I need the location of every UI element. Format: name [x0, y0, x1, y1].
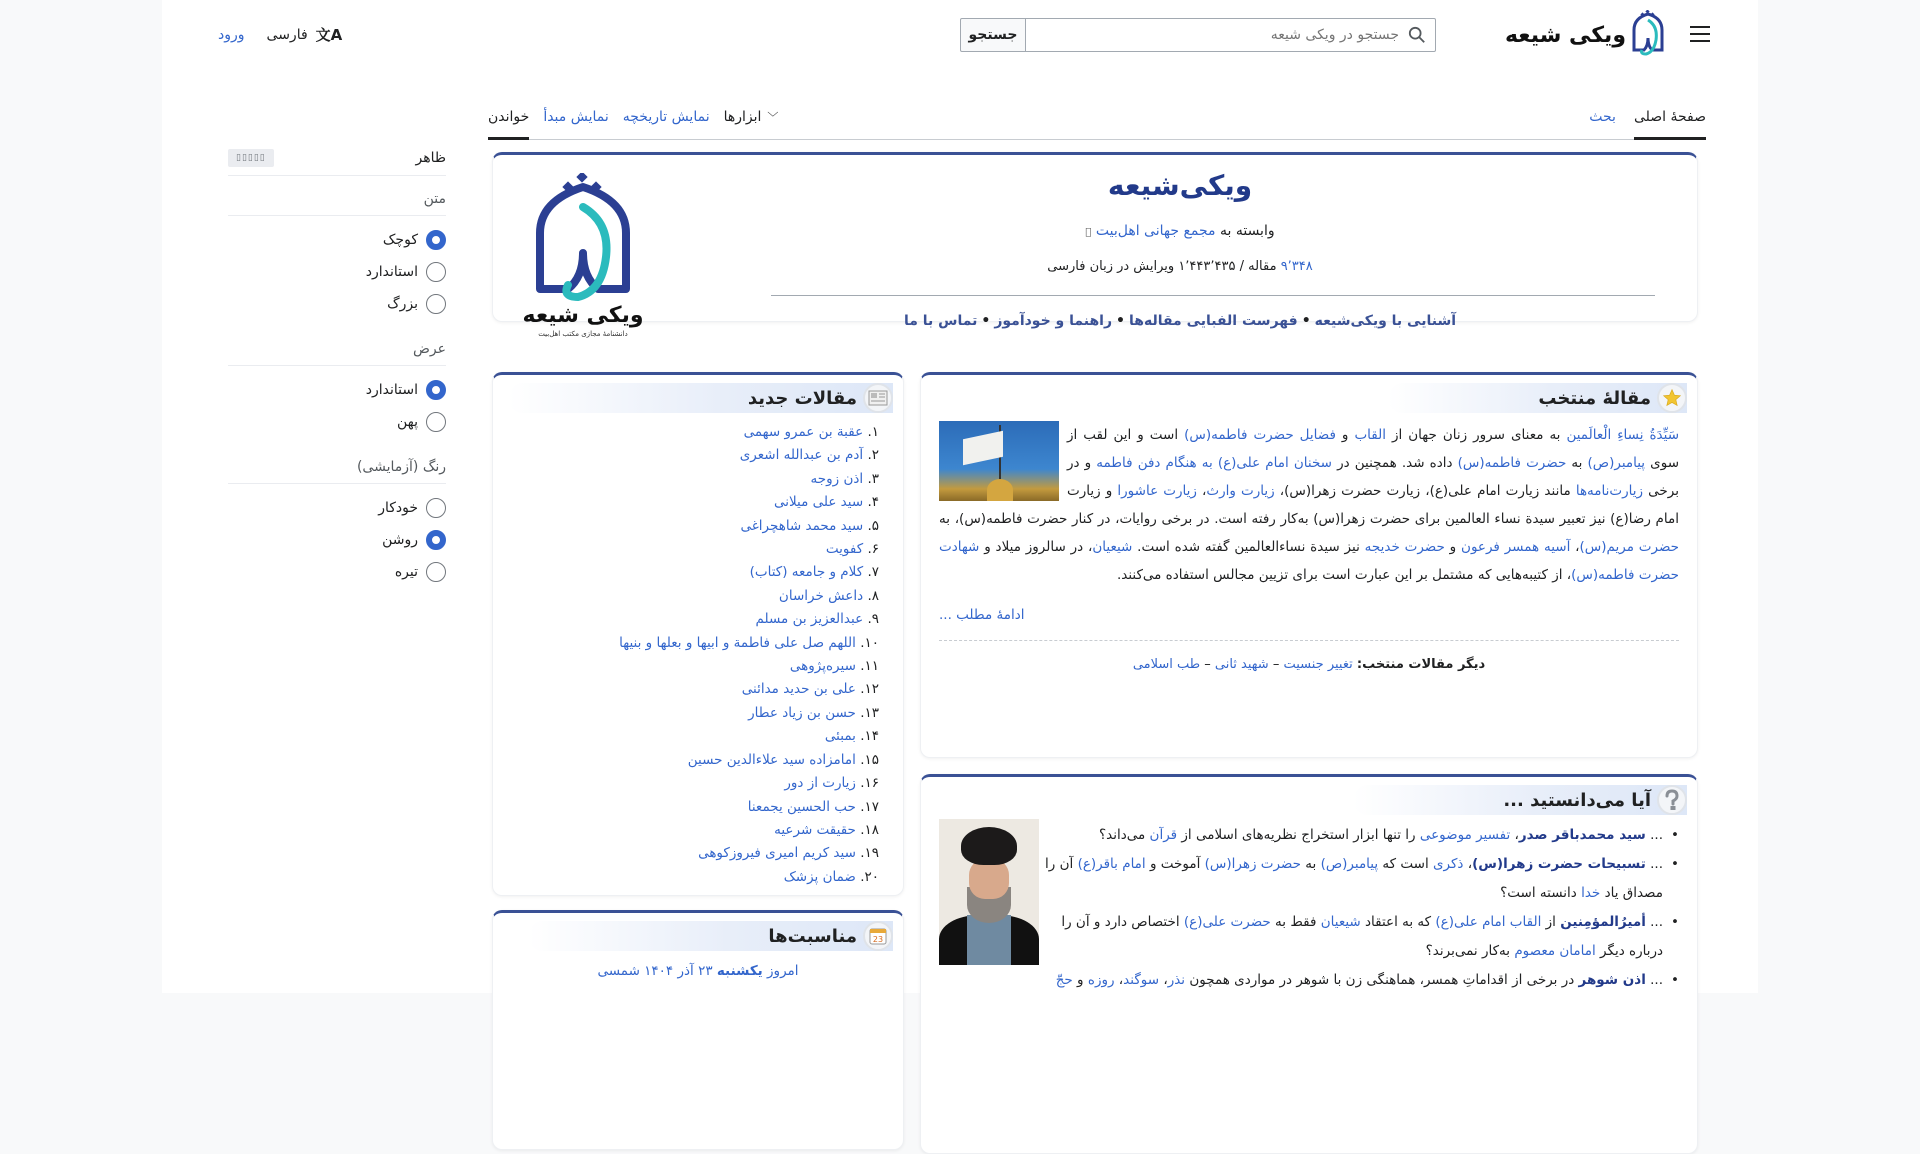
- main-menu-button[interactable]: [1690, 26, 1710, 42]
- did-you-know-header: [1353, 785, 1687, 815]
- article-link[interactable]: بمبئی: [824, 728, 856, 745]
- article-link[interactable]: امامان معصوم: [1514, 943, 1596, 959]
- item-number: ۱۹.: [860, 845, 879, 862]
- appearance-title: ظاهر: [415, 149, 446, 166]
- article-link[interactable]: عقبة بن عمرو سهمی: [743, 424, 864, 440]
- article-link[interactable]: [1472, 856, 1646, 872]
- item-number: ۴.: [867, 494, 879, 511]
- article-link[interactable]: ذکری: [1432, 856, 1464, 872]
- login-link[interactable]: ورود: [218, 26, 245, 43]
- menu-bar: [1690, 33, 1710, 35]
- calendar-icon: [863, 921, 893, 951]
- honorific-glyph: ﷩: [1085, 227, 1092, 238]
- logo-tagline: دانشنامهٔ مجازی مکتب اهل‌بیت: [538, 330, 628, 338]
- radio-selected[interactable]: [426, 380, 446, 400]
- text: و: [1072, 972, 1088, 988]
- text: را تنها ابزار استخراج نظریه‌های اسلامی از: [1177, 827, 1420, 843]
- item-number: ۱۰.: [860, 634, 879, 651]
- text: مانند زیارت امام علی(ع)، زیارت حضرت زهرا(س)،: [1274, 483, 1576, 499]
- chevron-down-icon: ﹀: [767, 111, 779, 124]
- list-item: [619, 772, 879, 795]
- item-number: ۳.: [867, 470, 879, 487]
- radio-unselected[interactable]: [426, 262, 446, 282]
- text: ،: [1196, 483, 1207, 499]
- newspaper-icon: [863, 383, 893, 413]
- list-item: [619, 491, 879, 514]
- article-link[interactable]: سخنان امام علی(ع) به هنگام دفن فاطمه: [1096, 455, 1332, 471]
- article-link[interactable]: عبدالعزیز بن مسلم: [755, 611, 864, 628]
- text: از: [1541, 914, 1561, 930]
- list-item: [619, 655, 879, 678]
- list-item: [1039, 966, 1679, 995]
- article-link[interactable]: زیارت وارث: [1206, 483, 1275, 499]
- help-link[interactable]: راهنما و خودآموز: [994, 313, 1113, 329]
- article-link[interactable]: داعش خراسان: [778, 587, 864, 604]
- radio-unselected[interactable]: [426, 294, 446, 314]
- portrait-turban: [961, 827, 1017, 865]
- item-number: ۱۱.: [860, 658, 879, 675]
- bold-link-text: سید محمدباقر صدر: [1518, 827, 1646, 843]
- item-number: ۱۵.: [860, 751, 879, 768]
- text: دانسته است؟: [1500, 885, 1582, 901]
- banner-title: ویکی‌شیعه: [1107, 169, 1253, 202]
- banner-logo: [513, 173, 653, 353]
- text: و: [1335, 427, 1355, 443]
- text: فقط به: [1270, 914, 1321, 930]
- radio-selected[interactable]: [426, 230, 446, 250]
- logo-wordmark: ویکی شیعه: [1504, 22, 1626, 48]
- date-text: ۲۳ آذر ۱۴۰۴ شمسی: [597, 963, 717, 979]
- today-date: [493, 963, 903, 979]
- width-label: عرض: [228, 326, 446, 366]
- wikishia-logo-icon: [1630, 10, 1666, 60]
- item-number: ۱۷.: [860, 798, 879, 815]
- width-options: [228, 366, 446, 444]
- page-tabs: [488, 100, 1706, 140]
- text: ...: [1645, 914, 1663, 930]
- search-form: [960, 18, 1436, 52]
- separator: •: [981, 313, 991, 329]
- article-link[interactable]: امامزاده سید علاءالدین حسین: [687, 751, 856, 768]
- radio-unselected[interactable]: [426, 562, 446, 582]
- article-link[interactable]: کلام و جامعه (کتاب): [749, 564, 864, 581]
- new-articles-box: [492, 372, 904, 896]
- svg-text:23: 23: [872, 935, 884, 944]
- article-link[interactable]: شهادت حضرت فاطمه(س): [939, 539, 1679, 583]
- separator: •: [1301, 313, 1311, 329]
- star-icon: [1657, 383, 1687, 413]
- article-link[interactable]: حجّ: [1055, 972, 1073, 988]
- article-link[interactable]: سید علی میلانی: [773, 494, 864, 511]
- text: ،: [1114, 972, 1124, 988]
- article-link[interactable]: [1560, 914, 1646, 930]
- item-number: ۵.: [867, 517, 879, 534]
- article-link[interactable]: پیامبر(ص): [1320, 856, 1379, 872]
- search-icon: [1408, 26, 1426, 44]
- banner-links: [663, 313, 1697, 329]
- featured-title: مقالهٔ منتخب: [1538, 387, 1651, 409]
- article-link[interactable]: حب الحسین یجمعنا: [747, 798, 856, 815]
- text: آموخت و: [1145, 856, 1205, 872]
- list-item: [1039, 850, 1679, 908]
- text: و: [1444, 539, 1462, 555]
- article-link[interactable]: ضمان پزشک: [783, 868, 856, 885]
- new-articles-title: مقالات جدید: [747, 387, 857, 409]
- article-link[interactable]: سید کریم امیری فیروزکوهی: [698, 845, 856, 862]
- portrait-face: [969, 859, 1009, 899]
- bold-link-text: اذن شوهر: [1578, 972, 1646, 988]
- article-link[interactable]: زیارت عاشورا: [1117, 483, 1197, 499]
- tools-dropdown[interactable]: [724, 100, 779, 140]
- dashed-divider: [939, 640, 1679, 641]
- text: است که: [1378, 856, 1433, 872]
- article-link[interactable]: حضرت مریم(س): [1579, 539, 1680, 555]
- text: آن را مصداق یاد: [1045, 856, 1663, 901]
- text: ،: [1463, 856, 1473, 872]
- list-item: [619, 561, 879, 584]
- other-featured-link[interactable]: تغییر جنسیت: [1283, 657, 1353, 672]
- article-link[interactable]: روزه: [1087, 972, 1115, 988]
- site-logo[interactable]: [1505, 10, 1666, 60]
- list-item: [619, 421, 879, 444]
- image-flag: [963, 431, 1003, 466]
- did-you-know-title: آیا می‌دانستید ...: [1503, 789, 1651, 811]
- article-link[interactable]: [1519, 827, 1646, 843]
- article-link[interactable]: فضایل حضرت فاطمه(س): [1184, 427, 1336, 443]
- bold-link-text: تسبیحات حضرت زهرا(س): [1472, 856, 1646, 872]
- language-label: فارسی: [266, 26, 308, 43]
- menu-bar: [1690, 40, 1710, 42]
- article-link[interactable]: سید محمد شاهچراغی: [740, 517, 864, 534]
- color-dark[interactable]: تیره: [228, 556, 446, 588]
- did-you-know-list: [1039, 821, 1679, 995]
- did-you-know-box: [920, 774, 1698, 1154]
- separator: •: [1116, 313, 1125, 329]
- list-item: [619, 702, 879, 725]
- radio-unselected[interactable]: [426, 498, 446, 518]
- separator: –: [1200, 657, 1215, 672]
- item-number: ۱۲.: [860, 681, 879, 698]
- tab-view-history[interactable]: نمایش تاریخچه: [622, 109, 710, 125]
- color-options: [228, 484, 446, 594]
- search-input[interactable]: [1026, 18, 1436, 52]
- list-item: [619, 796, 879, 819]
- weekday-link[interactable]: [717, 963, 763, 979]
- article-link[interactable]: اللهم صل علی فاطمة و ابیها و بعلها و بنیها: [619, 634, 856, 651]
- text: به: [1300, 856, 1321, 872]
- text: ...: [1645, 827, 1663, 843]
- article-link[interactable]: سیره‌پژوهی: [789, 658, 856, 675]
- article-link[interactable]: کفویت: [825, 541, 864, 558]
- stats-text: مقاله / ۱٬۴۴۳٬۴۳۵ ویرایش در زبان فارسی: [1047, 259, 1277, 274]
- list-item: [619, 444, 879, 467]
- article-link[interactable]: امام باقر(ع): [1077, 856, 1146, 872]
- tab-view-source[interactable]: نمایش مبدأ: [543, 109, 609, 125]
- alphabetical-index-link[interactable]: فهرست الفبایی مقاله‌ها: [1129, 313, 1298, 329]
- page: [162, 0, 1758, 993]
- occasions-title: مناسبت‌ها: [768, 925, 857, 947]
- list-item: [619, 632, 879, 655]
- list-item: [619, 842, 879, 865]
- header: [162, 0, 1758, 70]
- appearance-header: [228, 140, 446, 176]
- other-featured: [921, 657, 1697, 672]
- article-link[interactable]: شیعیان: [1320, 914, 1361, 930]
- article-link[interactable]: تفسیر موضوعی: [1419, 827, 1511, 843]
- site-stats: [663, 259, 1697, 274]
- text: داده شد. همچنین در: [1332, 455, 1458, 471]
- new-articles-header: [508, 383, 893, 413]
- hide-appearance-button[interactable]: ▯▯▯▯▯: [228, 149, 274, 167]
- affiliation-link[interactable]: مجمع جهانی اهل‌بیت: [1095, 223, 1216, 239]
- text-size-large[interactable]: بزرگ: [228, 288, 446, 320]
- article-link[interactable]: القاب: [1354, 427, 1386, 443]
- divider: [771, 295, 1655, 296]
- article-link[interactable]: سوگند: [1123, 972, 1160, 988]
- article-link[interactable]: علی بن حدید مدائنی: [741, 681, 856, 698]
- about-link[interactable]: آشنایی با ویکی‌شیعه: [1314, 313, 1457, 329]
- item-number: ۶.: [867, 541, 879, 558]
- item-number: ۹.: [867, 611, 879, 628]
- text: ،: [1159, 972, 1168, 988]
- text: ، از کتیبه‌هایی که مشتمل بر این عبارت است برای تزیین مجالس استفاده می‌کنند.: [1116, 567, 1572, 583]
- article-link[interactable]: پیامبر(ص): [1587, 455, 1646, 471]
- text: و زیارت امام رضا(ع) نیز تعبیر سیدة نساء العالمین برای حضرت زهرا(س) به‌کار رفته است. در برخی روایات، در کنار حضرت فاطمه(س)، به: [939, 483, 1679, 527]
- color-light[interactable]: روشن: [228, 524, 446, 556]
- language-button[interactable]: [267, 24, 343, 45]
- article-link[interactable]: نذر: [1167, 972, 1186, 988]
- text: می‌داند؟: [1099, 827, 1150, 843]
- article-count-link[interactable]: ۹٬۳۴۸: [1280, 259, 1313, 274]
- other-featured-label: دیگر مقالات منتخب:: [1356, 657, 1486, 672]
- item-number: ۲.: [867, 447, 879, 464]
- tab-read[interactable]: خواندن: [488, 100, 529, 140]
- article-link[interactable]: حسن بن زیاد عطار: [748, 704, 856, 721]
- text: ...: [1645, 972, 1663, 988]
- contact-link[interactable]: تماس با ما: [903, 313, 978, 329]
- radio-unselected[interactable]: [426, 412, 446, 432]
- width-wide[interactable]: پهن: [228, 406, 446, 438]
- item-number: ۱۳.: [860, 704, 879, 721]
- item-number: ۱۶.: [860, 775, 879, 792]
- text: که به اعتقاد: [1360, 914, 1436, 930]
- item-number: ۸.: [867, 587, 879, 604]
- radio-selected[interactable]: [426, 530, 446, 550]
- today-prefix: امروز: [762, 963, 799, 979]
- welcome-banner: [492, 152, 1698, 338]
- menu-bar: [1690, 26, 1710, 28]
- tab-talk[interactable]: بحث: [1589, 109, 1616, 125]
- text: است و این لقب از سوی: [1067, 427, 1680, 471]
- view-tabs: [488, 100, 778, 140]
- article-link[interactable]: سَیِّدَةُ نِساءِ الْعالَمین: [1566, 427, 1679, 443]
- article-link[interactable]: حضرت خدیجه: [1364, 539, 1445, 555]
- namespace-tabs: [1589, 100, 1706, 140]
- other-featured-link[interactable]: طب اسلامی: [1132, 657, 1201, 672]
- item-number: ۱۴.: [860, 728, 879, 745]
- featured-text: [939, 421, 1679, 589]
- list-item: [1039, 821, 1679, 850]
- featured-article-box: [920, 372, 1698, 758]
- separator: –: [1268, 657, 1284, 672]
- list-item: [1039, 908, 1679, 966]
- user-tools: [218, 24, 342, 45]
- list-item: [619, 468, 879, 491]
- article-link[interactable]: خدا: [1581, 885, 1601, 901]
- tools-label: ابزارها: [723, 109, 762, 125]
- article-link[interactable]: حضرت فاطمه(س): [1457, 455, 1567, 471]
- featured-header: [1388, 383, 1687, 413]
- text: اختصاص دارد و آن را درباره دیگر: [1061, 914, 1663, 959]
- list-item: [619, 819, 879, 842]
- text-size-options: [228, 216, 446, 326]
- text: ...: [1645, 856, 1663, 872]
- list-item: [619, 538, 879, 561]
- occasions-box: [492, 910, 904, 1150]
- question-mark-icon: [1657, 785, 1687, 815]
- occasions-header: [528, 921, 893, 951]
- text: نیز سیدة نساءالعالمین گفته شده است.: [1132, 539, 1365, 555]
- text: به معنای سرور زنان جهان از: [1385, 427, 1567, 443]
- text: ،: [1570, 539, 1580, 555]
- list-item: [619, 866, 879, 889]
- article-link[interactable]: قرآن: [1149, 827, 1178, 843]
- color-label: رنگ (آزمایشی): [228, 444, 446, 484]
- article-link[interactable]: اذن زوجه: [810, 470, 864, 487]
- featured-image[interactable]: [939, 421, 1059, 501]
- translate-icon: 文A: [315, 26, 343, 44]
- list-item: [619, 749, 879, 772]
- did-you-know-portrait[interactable]: [939, 819, 1039, 965]
- item-number: ۱۸.: [860, 821, 879, 838]
- article-link[interactable]: حضرت علی(ع): [1183, 914, 1271, 930]
- article-link[interactable]: شیعیان: [1092, 539, 1133, 555]
- article-link[interactable]: حقیقت شرعیه: [774, 821, 856, 838]
- list-item: [619, 725, 879, 748]
- text-size-standard[interactable]: استاندارد: [228, 256, 446, 288]
- article-link[interactable]: زیارت‌نامه‌ها: [1575, 483, 1644, 499]
- text: به: [1566, 455, 1588, 471]
- text: در برخی از اقداماتِ همسر، هماهنگی زن با شوهر در مواردی همچون: [1185, 972, 1579, 988]
- read-more-link[interactable]: ادامهٔ مطلب ...: [939, 607, 1025, 623]
- text: و در برخی: [1067, 455, 1679, 499]
- search-button[interactable]: جستجو: [960, 18, 1026, 52]
- width-standard[interactable]: استاندارد: [228, 374, 446, 406]
- article-link[interactable]: آسیه همسر فرعون: [1461, 539, 1571, 555]
- image-dome: [987, 479, 1013, 501]
- tab-main-page[interactable]: صفحهٔ اصلی: [1634, 100, 1706, 140]
- item-number: ۲۰.: [860, 868, 879, 885]
- affiliation-prefix: وابسته به: [1219, 223, 1275, 239]
- list-item: [619, 515, 879, 538]
- item-number: ۱.: [867, 424, 879, 440]
- list-item: [619, 608, 879, 631]
- item-number: ۷.: [867, 564, 879, 581]
- article-link[interactable]: [1579, 972, 1646, 988]
- text-size-small[interactable]: کوچک: [228, 224, 446, 256]
- text: به‌کار نمی‌برند؟: [1425, 943, 1515, 959]
- weekday: یکشنبه: [716, 963, 763, 979]
- wikishia-emblem-icon: [528, 173, 638, 303]
- article-link[interactable]: القاب امام علی(ع): [1435, 914, 1542, 930]
- other-featured-link[interactable]: شهید ثانی: [1214, 657, 1269, 672]
- text: ،: [1510, 827, 1519, 843]
- text: ، در سالروز میلاد و: [979, 539, 1093, 555]
- article-link[interactable]: زیارت از دور: [784, 775, 856, 792]
- article-link[interactable]: آدم بن عبدالله اشعری: [739, 447, 864, 464]
- bold-link-text: أمیرُالمؤمِنین: [1560, 914, 1646, 930]
- list-item: [619, 585, 879, 608]
- list-item: [619, 678, 879, 701]
- text-size-label: متن: [228, 176, 446, 216]
- color-auto[interactable]: خودکار: [228, 492, 446, 524]
- logo-wordmark: ویکی شیعه: [522, 303, 644, 328]
- affiliation: [663, 223, 1697, 239]
- appearance-panel: [228, 140, 446, 594]
- article-link[interactable]: حضرت زهرا(س): [1204, 856, 1301, 872]
- new-articles-list: [619, 421, 879, 889]
